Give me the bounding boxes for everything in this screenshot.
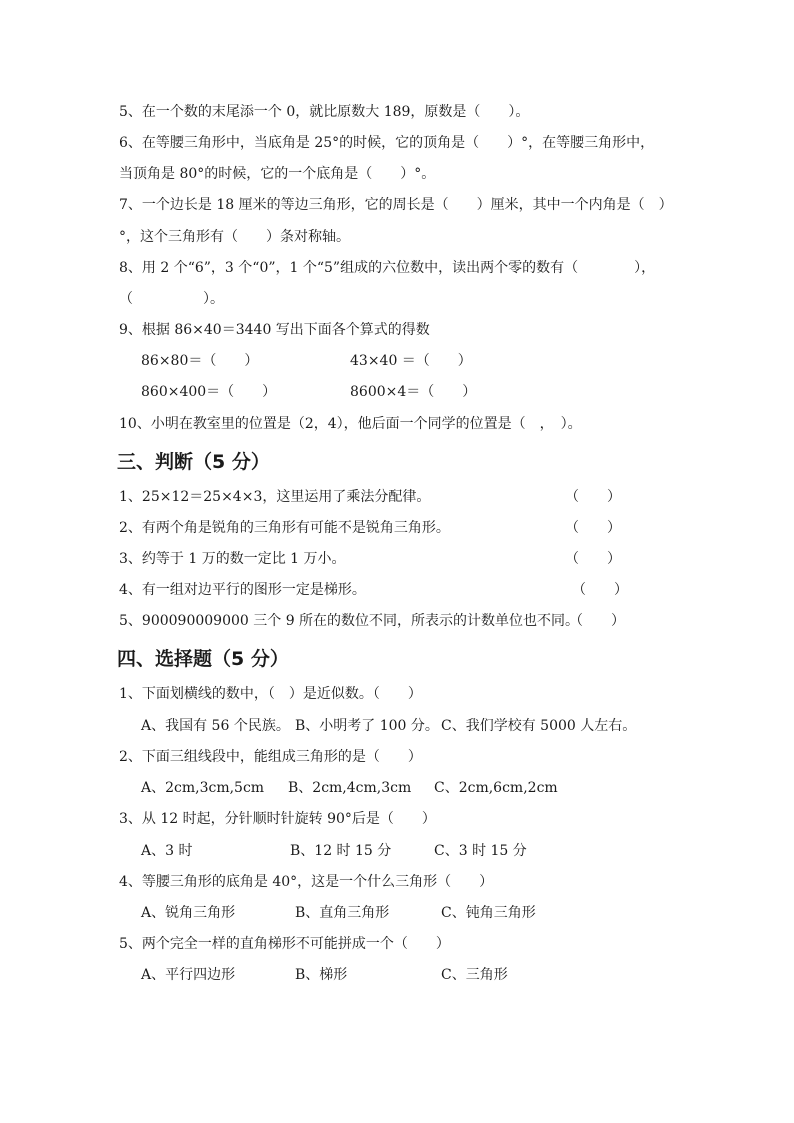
choice-1-option-a: A、我国有 56 个民族。	[141, 718, 290, 734]
question-9-calc-d: 8600×4＝（ ）	[350, 384, 477, 400]
judge-item-1-paren[interactable]: （ ）	[565, 489, 621, 505]
choice-3-option-c: C、3 时 15 分	[434, 843, 527, 859]
choice-4-option-b: B、直角三角形	[295, 905, 390, 921]
choice-3-option-a: A、3 时	[141, 843, 193, 859]
question-9-title: 9、根据 86×40＝3440 写出下面各个算式的得数	[119, 322, 430, 338]
question-6-line-2: 当顶角是 80°的时候，它的一个底角是（ ）°。	[119, 166, 436, 182]
choice-1-option-c: C、我们学校有 5000 人左右。	[441, 718, 637, 734]
choice-question-1: 1、下面划横线的数中，（ ）是近似数。（ ）	[119, 686, 422, 702]
question-6-line-1: 6、在等腰三角形中，当底角是 25°的时候，它的顶角是（ ）°，在等腰三角形中，	[119, 135, 655, 151]
question-9-calc-b: 43×40 ＝（ ）	[350, 353, 472, 369]
question-8-line-1: 8、用 2 个“6”，3 个“0”，1 个“5”组成的六位数中，读出两个零的数有（ ），	[119, 260, 656, 276]
choice-5-option-c: C、三角形	[441, 967, 508, 983]
question-9-calc-c: 860×400＝（ ）	[141, 384, 277, 400]
choice-question-3: 3、从 12 时起，分针顺时针旋转 90°后是（ ）	[119, 811, 436, 827]
choice-5-option-a: A、平行四边形	[141, 967, 236, 983]
choice-question-4: 4、等腰三角形的底角是 40°，这是一个什么三角形（ ）	[119, 874, 494, 890]
question-10: 10、小明在教室里的位置是（2，4），他后面一个同学的位置是（ ， ）。	[119, 416, 582, 432]
choice-5-option-b: B、梯形	[295, 967, 348, 983]
question-7-line-1: 7、一个边长是 18 厘米的等边三角形，它的周长是（ ）厘米，其中一个内角是（ ）	[119, 197, 673, 213]
choice-2-option-b: B、2cm,4cm,3cm	[288, 780, 412, 796]
choice-4-option-c: C、钝角三角形	[441, 905, 536, 921]
judge-item-4-paren[interactable]: （ ）	[572, 582, 628, 598]
question-5: 5、在一个数的末尾添一个 0，就比原数大 189，原数是（ ）。	[119, 104, 530, 120]
section-3-heading: 三、判断（5 分）	[117, 451, 270, 473]
judge-item-4: 4、有一组对边平行的图形一定是梯形。	[119, 582, 366, 598]
judge-item-3-paren[interactable]: （ ）	[565, 551, 621, 567]
choice-question-5: 5、两个完全一样的直角梯形不可能拼成一个（ ）	[119, 936, 450, 952]
choice-1-option-b: B、小明考了 100 分。	[295, 718, 439, 734]
judge-item-2-paren[interactable]: （ ）	[565, 520, 621, 536]
choice-question-2: 2、下面三组线段中，能组成三角形的是（ ）	[119, 749, 422, 765]
judge-item-2: 2、有两个角是锐角的三角形有可能不是锐角三角形。	[119, 520, 450, 536]
choice-2-option-a: A、2cm,3cm,5cm	[141, 780, 265, 796]
choice-2-option-c: C、2cm,6cm,2cm	[434, 780, 558, 796]
question-9-calc-a: 86×80＝（ ）	[141, 353, 259, 369]
section-4-heading: 四、选择题（5 分）	[117, 648, 289, 670]
judge-item-5-paren[interactable]: （ ）	[569, 613, 625, 629]
question-8-line-2: （ ）。	[119, 291, 224, 307]
judge-item-5: 5、900090009000 三个 9 所在的数位不同，所表示的计数单位也不同。	[119, 613, 580, 629]
choice-3-option-b: B、12 时 15 分	[290, 843, 392, 859]
choice-4-option-a: A、锐角三角形	[141, 905, 236, 921]
judge-item-3: 3、约等于 1 万的数一定比 1 万小。	[119, 551, 346, 567]
question-7-line-2: °，这个三角形有（ ）条对称轴。	[119, 229, 350, 245]
judge-item-1: 1、25×12＝25×4×3，这里运用了乘法分配律。	[119, 489, 431, 505]
